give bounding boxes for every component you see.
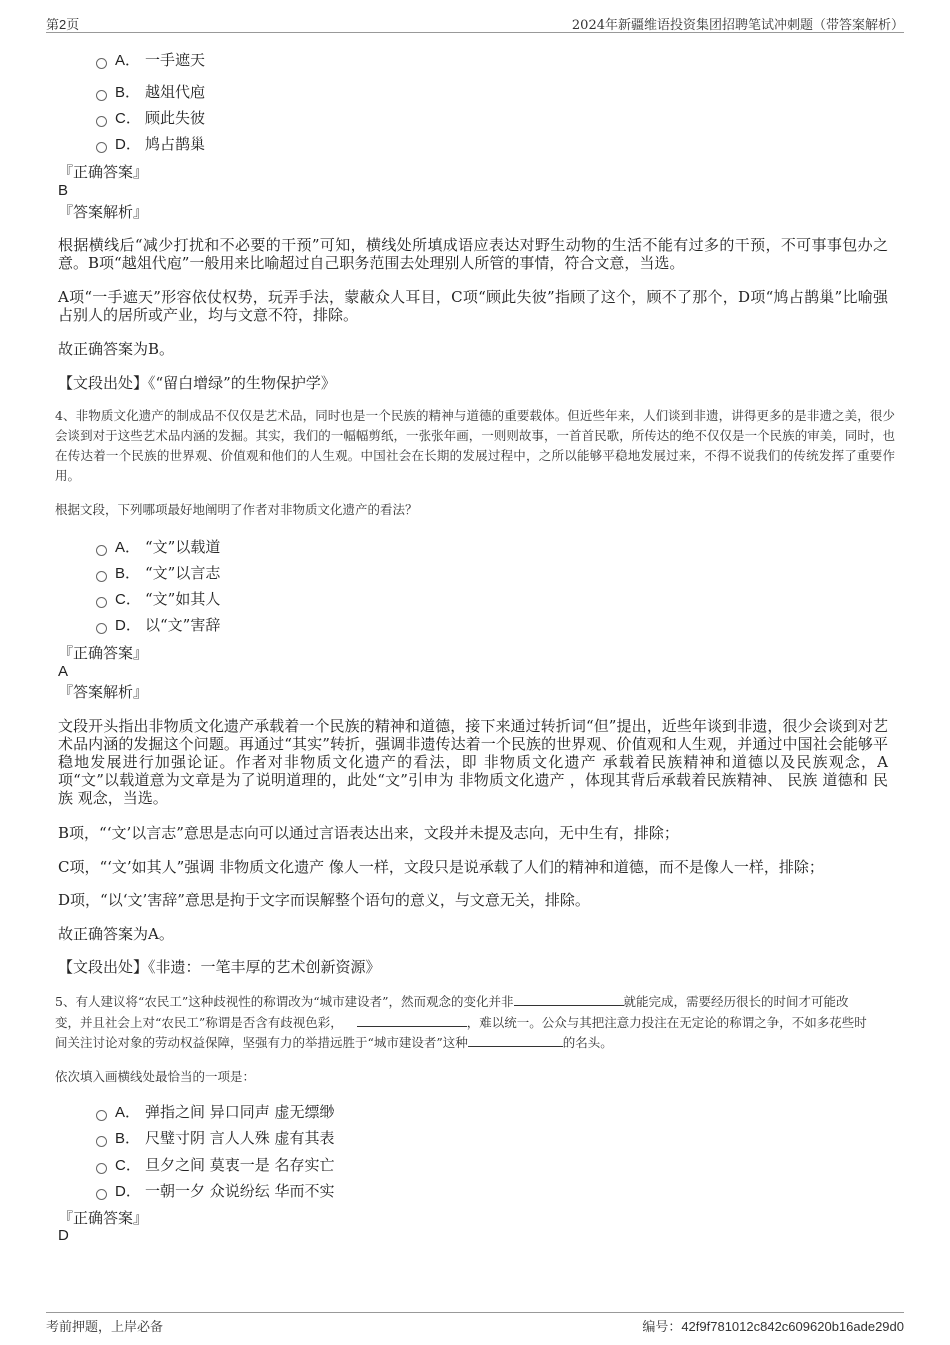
radio-icon[interactable] [96, 623, 107, 634]
radio-icon[interactable] [96, 1189, 107, 1200]
q3-option-b[interactable]: B． 越俎代庖 [96, 82, 205, 103]
page-number: 第2页 [46, 17, 80, 32]
q4-option-b[interactable]: B． “文”以言志 [96, 563, 220, 584]
q3-option-a[interactable]: A． 一手遮天 [96, 50, 205, 71]
q3-answer-label: 『正确答案』 [58, 163, 149, 181]
q4-option-a[interactable]: A． “文”以载道 [96, 537, 220, 558]
radio-icon[interactable] [96, 58, 107, 69]
q3-analysis-p1: 根据横线后“减少打扰和不必要的干预”可知，横线处所填成语应表达对野生动物的生活不能有过多的干预，不可事事包办之意。B项“越俎代庖”一般用来比喻超过自己职务范围去处理别人所管的事情，符合文意，当选。 [58, 236, 888, 272]
blank-3[interactable] [468, 1034, 563, 1047]
q5-passage-line2: 变，并且社会上对“农民工”称谓是否含有歧视色彩， ，难以统一。公众与其把注意力投注在无定论的称谓之争，不如多花些时 [55, 1015, 867, 1030]
q4-conclusion: 故正确答案为A。 [58, 925, 174, 943]
q4-option-c[interactable]: C． “文”如其人 [96, 589, 220, 610]
q4-question: 根据文段，下列哪项最好地阐明了作者对非物质文化遗产的看法？ [55, 502, 418, 517]
q5-option-b[interactable]: B． 尺璧寸阴 言人人殊 虚有其表 [96, 1128, 335, 1149]
blank-2[interactable] [357, 1014, 467, 1027]
document-title: 2024年新疆维语投资集团招聘笔试冲刺题（带答案解析） [571, 18, 904, 33]
q5-question: 依次填入画横线处最恰当的一项是： [55, 1069, 256, 1084]
q4-answer: A [58, 663, 69, 680]
q5-option-d[interactable]: D． 一朝一夕 众说纷纭 华而不实 [96, 1181, 335, 1202]
q5-option-a[interactable]: A． 弹指之间 异口同声 虚无缥缈 [96, 1102, 335, 1123]
q3-option-c[interactable]: C． 顾此失彼 [96, 108, 205, 129]
radio-icon[interactable] [96, 545, 107, 556]
footer-slogan: 考前押题，上岸必备 [46, 1320, 164, 1335]
q3-source: 【文段出处】《“留白增绿”的生物保护学》 [58, 374, 336, 392]
radio-icon[interactable] [96, 142, 107, 153]
radio-icon[interactable] [96, 1110, 107, 1121]
q3-option-d[interactable]: D． 鸠占鹊巢 [96, 134, 205, 155]
q4-answer-label: 『正确答案』 [58, 644, 149, 662]
page-header [46, 12, 904, 33]
page-footer [46, 1312, 904, 1335]
q4-analysis-label: 『答案解析』 [58, 683, 149, 701]
q4-option-d[interactable]: D． 以“文”害辞 [96, 615, 220, 636]
q3-answer: B [58, 182, 69, 199]
q3-analysis-p2: A项“一手遮天”形容依仗权势，玩弄手法，蒙蔽众人耳目，C项“顾此失彼”指顾了这个，顾不了那个，D项“鸠占鹊巢”比喻强占别人的居所或产业，均与文意不符，排除。 [58, 288, 888, 324]
radio-icon[interactable] [96, 597, 107, 608]
radio-icon[interactable] [96, 90, 107, 101]
q5-passage-line3: 间关注讨论对象的劳动权益保障，坚强有力的举措远胜于“城市建设者”这种 的名头。 [55, 1035, 613, 1050]
footer-code: 编号：42f9f781012c842c609620b16ade29d0 [642, 1319, 904, 1335]
q5-option-c[interactable]: C． 旦夕之间 莫衷一是 名存实亡 [96, 1155, 335, 1176]
q4-analysis-p2: B项，“‘文’以言志”意思是志向可以通过言语表达出来，文段并未提及志向，无中生有，排除； [58, 824, 679, 842]
blank-1[interactable] [514, 993, 624, 1006]
q4-passage: 4、非物质文化遗产的制成品不仅仅是艺术品，同时也是一个民族的精神与道德的重要载体。但近些年来，人们谈到非遗，讲得更多的是非遗之美，很少会谈到对于这些艺术品内涵的发掘。其实，我们的一幅幅剪纸，一张张年画，一则则故事，一首首民歌，所传达的绝不仅仅是一个民族的审美，同时，也在传达着一个民族的世界观、价值观和他们的人生观。中国社会在长期的发展过程中，之所以能够平稳地发展过来，不得不说我们的传统发挥了重要作用。 [55, 408, 895, 483]
radio-icon[interactable] [96, 1163, 107, 1174]
q5-passage-line1: 5、有人建议将“农民工”这种歧视性的称谓改为“城市建设者”，然而观念的变化并非 就能完成，需要经历很长的时间才可能改 [55, 994, 849, 1009]
q4-analysis-p1: 文段开头指出非物质文化遗产承载着一个民族的精神和道德，接下来通过转折词“但”提出，近些年谈到非遗，很少会谈到对艺术品内涵的发掘这个问题。再通过“其实”转折，强调非遗传达着一个民族的世界观、价值观和人生观，并通过中国社会能够平稳地发展进行加强论证。作者对非物质文化遗产的看法，即 非物质文化遗产 承载着民族精神和道德以及民族观念，A项“文”以载道意为文章是为了说明道理的，此处“文”引申为 非物质文化遗产 ，体现其背后承载着民族精神、 民族 道德和 民族 观念，当选。 [58, 717, 888, 807]
q5-answer: D [58, 1227, 69, 1244]
q4-analysis-p4: D项，“以‘文’害辞”意思是拘于文字而误解整个语句的意义，与文意无关，排除。 [58, 891, 590, 909]
q3-analysis-label: 『答案解析』 [58, 203, 149, 221]
q5-answer-label: 『正确答案』 [58, 1209, 149, 1227]
q4-source: 【文段出处】《非遗：一笔丰厚的艺术创新资源》 [58, 958, 381, 976]
radio-icon[interactable] [96, 116, 107, 127]
q4-analysis-p3: C项，“‘文’如其人”强调 非物质文化遗产 像人一样，文段只是说承载了人们的精神和道德，而不是像人一样，排除； [58, 858, 824, 876]
radio-icon[interactable] [96, 1136, 107, 1147]
q3-conclusion: 故正确答案为B。 [58, 340, 175, 358]
radio-icon[interactable] [96, 571, 107, 582]
